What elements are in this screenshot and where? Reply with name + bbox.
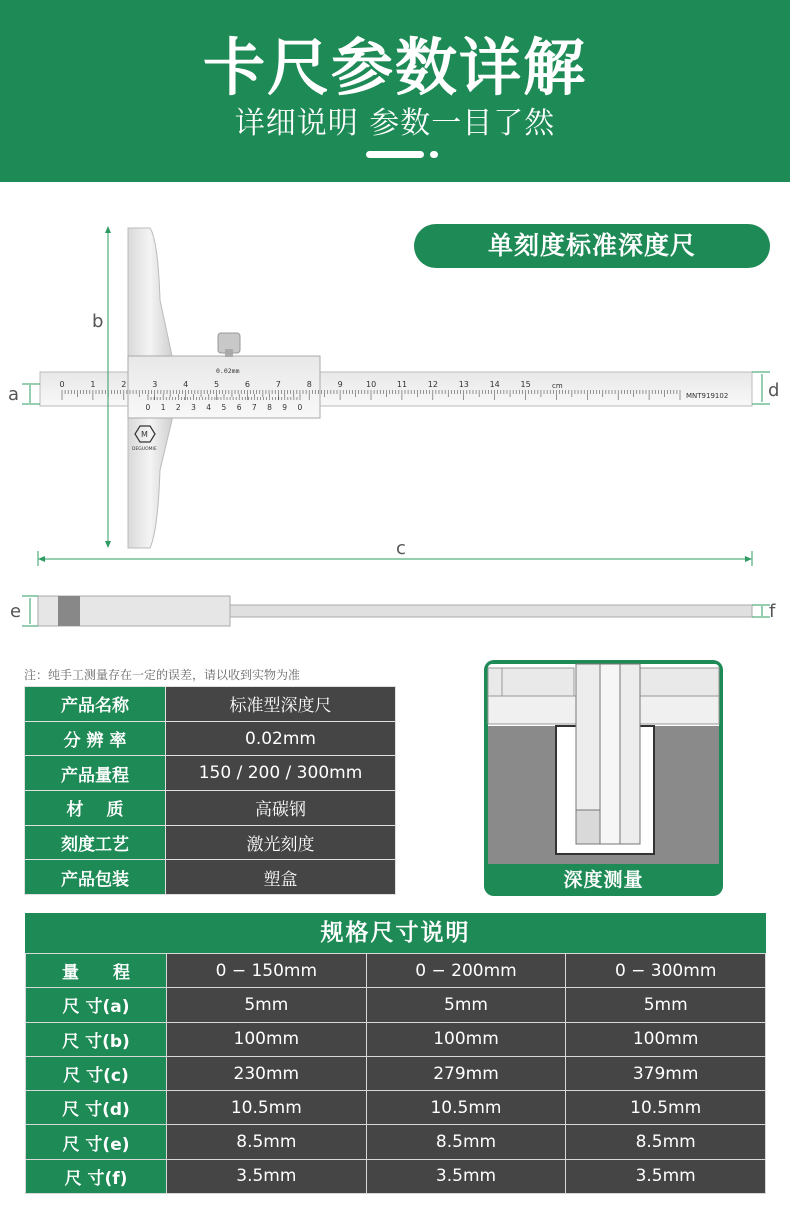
label-d: d: [768, 380, 780, 401]
spec-value: 10.5mm: [566, 1091, 766, 1125]
spec-value: 10.5mm: [366, 1091, 566, 1125]
dimension-c: [38, 551, 752, 566]
vernier-number: 8: [267, 403, 272, 412]
vernier-number: 3: [191, 403, 196, 412]
spec-row: [26, 1159, 766, 1193]
main-scale-number: 1: [90, 380, 96, 389]
main-scale-number: 3: [152, 380, 158, 389]
vernier-number: 0: [297, 403, 303, 412]
spec-row: [26, 1091, 766, 1125]
spec-value: 100mm: [167, 1022, 367, 1056]
spec-key: 尺 寸(a): [26, 988, 167, 1022]
depth-caption: 深度测量: [563, 869, 644, 891]
main-scale-number: 0: [59, 380, 65, 389]
dimension-e: [22, 596, 38, 626]
vernier-number: 7: [251, 403, 257, 412]
info-value: 高碳钢: [166, 791, 396, 826]
spec-key: 量 程: [26, 954, 167, 988]
main-scale-number: 8: [306, 380, 312, 389]
depth-measurement-panel: [484, 660, 723, 896]
spec-value: 0 − 200mm: [366, 954, 566, 988]
depth-gauge-diagram: [0, 200, 790, 640]
dimension-a: [22, 384, 40, 404]
spec-key: 尺 寸(d): [26, 1091, 167, 1125]
spec-value: 5mm: [366, 988, 566, 1022]
spec-value: 8.5mm: [167, 1125, 367, 1159]
main-scale-number: 12: [427, 380, 438, 389]
spec-table: [25, 953, 766, 1194]
spec-value: 0 − 150mm: [167, 954, 367, 988]
model-code: MNT919102: [686, 392, 729, 400]
decor-dot: [430, 151, 438, 158]
info-row: [25, 687, 396, 722]
info-value: 标准型深度尺: [166, 687, 396, 722]
spec-row: [26, 1056, 766, 1090]
spec-key: 尺 寸(f): [26, 1159, 167, 1193]
info-value: 塑盒: [166, 860, 396, 895]
main-scale-number: 10: [366, 380, 377, 389]
vernier-number: 6: [236, 403, 242, 412]
main-scale-number: 13: [458, 380, 469, 389]
info-value: 激光刻度: [166, 825, 396, 860]
svg-text:M: M: [141, 430, 148, 439]
info-value: 150 / 200 / 300mm: [166, 756, 396, 791]
main-scale-number: 5: [214, 380, 220, 389]
label-c: c: [396, 538, 406, 559]
dimension-f: [752, 605, 770, 617]
spec-value: 100mm: [366, 1022, 566, 1056]
decor-dash: [366, 151, 424, 158]
spec-value: 8.5mm: [566, 1125, 766, 1159]
info-row: [25, 756, 396, 791]
vernier-number: 0: [145, 403, 151, 412]
depth-measurement-illustration: [484, 660, 723, 896]
info-key: 产品包装: [25, 860, 166, 895]
label-b: b: [92, 311, 104, 332]
brand-name: DEGUOMIE: [132, 447, 157, 452]
info-key: 刻度工艺: [25, 825, 166, 860]
spec-value: 0 − 300mm: [566, 954, 766, 988]
info-row: [25, 721, 396, 756]
measurement-note: 注：纯手工测量存在一定的误差，请以收到实物为准: [24, 668, 301, 682]
main-scale: [62, 390, 680, 400]
info-key: 产品量程: [25, 756, 166, 791]
main-scale-number: 2: [121, 380, 127, 389]
header-banner: [0, 0, 790, 182]
vernier-number: 1: [160, 403, 166, 412]
spec-row: [26, 1125, 766, 1159]
spec-row: [26, 954, 766, 988]
spec-value: 10.5mm: [167, 1091, 367, 1125]
page-subtitle: 详细说明 参数一目了然: [234, 106, 556, 141]
label-a: a: [8, 384, 20, 405]
info-key: 材 质: [25, 791, 166, 826]
product-info-table: [24, 686, 396, 895]
spec-key: 尺 寸(e): [26, 1125, 167, 1159]
vernier-number: 5: [221, 403, 227, 412]
vernier-number: 9: [282, 403, 288, 412]
spec-value: 230mm: [167, 1056, 367, 1090]
main-scale-number: 9: [337, 380, 343, 389]
info-row: [25, 860, 396, 895]
resolution-mark: 0.02mm: [216, 367, 240, 375]
spec-value: 3.5mm: [566, 1159, 766, 1193]
main-scale-number: 6: [244, 380, 250, 389]
spec-value: 379mm: [566, 1056, 766, 1090]
spec-key: 尺 寸(c): [26, 1056, 167, 1090]
main-scale-number: 4: [183, 380, 189, 389]
info-row: [25, 825, 396, 860]
main-scale-number: 11: [396, 380, 408, 389]
spec-title: 规格尺寸说明: [25, 913, 766, 953]
main-scale-number: 15: [520, 380, 531, 389]
spec-row: [26, 988, 766, 1022]
info-key: 产品名称: [25, 687, 166, 722]
page-title: 卡尺参数详解: [202, 31, 587, 104]
spec-key: 尺 寸(b): [26, 1022, 167, 1056]
spec-value: 3.5mm: [167, 1159, 367, 1193]
vernier-number: 4: [206, 403, 212, 412]
spec-value: 5mm: [167, 988, 367, 1022]
label-f: f: [769, 601, 776, 622]
spec-value: 5mm: [566, 988, 766, 1022]
main-scale-number: 14: [489, 380, 500, 389]
vernier-number: 2: [175, 403, 181, 412]
product-name-pill: 单刻度标准深度尺: [414, 224, 770, 268]
spec-value: 279mm: [366, 1056, 566, 1090]
info-row: [25, 791, 396, 826]
main-scale-number: 7: [275, 380, 281, 389]
spec-row: [26, 1022, 766, 1056]
info-value: 0.02mm: [166, 721, 396, 756]
side-view-beam: [230, 605, 752, 617]
spec-value: 8.5mm: [366, 1125, 566, 1159]
info-key: 分 辨 率: [25, 721, 166, 756]
scale-unit: cm: [552, 382, 563, 390]
spec-value: 3.5mm: [366, 1159, 566, 1193]
spec-value: 100mm: [566, 1022, 766, 1056]
label-e: e: [10, 601, 22, 622]
